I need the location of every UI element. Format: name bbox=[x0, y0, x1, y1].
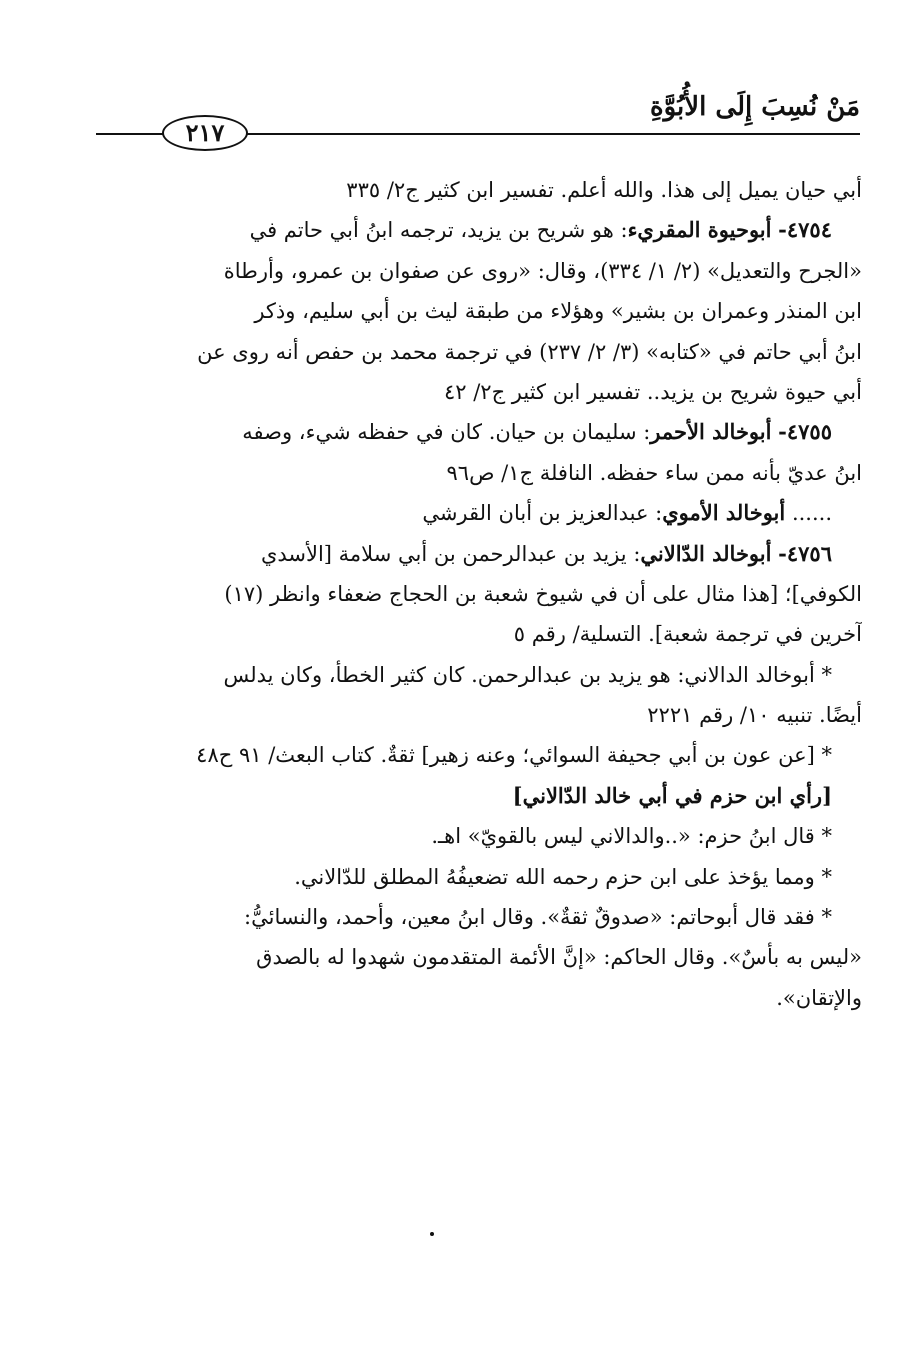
bullet-line: * ومما يؤخذ على ابن حزم رحمه الله تضعيفُهُ المطلق للدّالاني. bbox=[294, 864, 832, 889]
entry-name: أبوخالد الأحمر bbox=[650, 419, 772, 445]
entry-4754-line bbox=[98, 210, 862, 250]
entry-name: أبوخالد الدّالاني bbox=[640, 540, 772, 566]
bullet-line: * أبوخالد الدالاني: هو يزيد بن عبدالرحمن. كان كثير الخطأ، وكان يدلس bbox=[223, 662, 832, 687]
page-body bbox=[98, 170, 862, 1018]
entry-number: ٤٧٥٦- bbox=[778, 540, 832, 566]
stray-mark bbox=[430, 1232, 434, 1236]
text-line: «الجرح والتعديل» (٢/ ١/ ٣٣٤)، وقال: «روى عن صفوان بن عمرو، وأرطاة bbox=[223, 258, 862, 283]
text-line: ابن المنذر وعمران بن بشير» وهؤلاء من طبقة ليث بن أبي سليم، وذكر bbox=[254, 299, 862, 324]
text-line: ابنُ عديّ بأنه ممن ساء حفظه. النافلة ج١/ ص٩٦ bbox=[446, 460, 862, 485]
text-line: ابنُ أبي حاتم في «كتابه» (٣/ ٢/ ٢٣٧) في ترجمة محمد بن حفص أنه روى عن bbox=[197, 339, 862, 364]
entry-number: ٤٧٥٥- bbox=[778, 419, 832, 445]
entry-number: ٤٧٥٤- bbox=[778, 217, 832, 243]
text-line: أبي حيان يميل إلى هذا. والله أعلم. تفسير ابن كثير ج٢/ ٣٣٥ bbox=[346, 178, 862, 202]
entry-4756-line bbox=[98, 534, 862, 574]
page-number: ٢١٧ bbox=[162, 115, 248, 151]
bullet-line: * قال ابنُ حزم: «..والدالاني ليس بالقويّ» اهـ. bbox=[431, 824, 832, 849]
text-line: أبي حيوة شريح بن يزيد.. تفسير ابن كثير ج٢/ ٤٢ bbox=[443, 379, 862, 404]
text-line: والإتقان». bbox=[776, 985, 862, 1010]
section-heading: [رأي ابن حزم في أبي خالد الدّالاني] bbox=[512, 782, 832, 808]
entry-name: أبوحيوة المقريء bbox=[627, 217, 772, 243]
text-line: «ليس به بأسٌ». وقال الحاكم: «إنَّ الأئمة المتقدمون شهدوا له بالصدق bbox=[256, 945, 862, 970]
entry-name: أبوخالد الأموي bbox=[662, 500, 786, 526]
entry-dots: ...... bbox=[791, 501, 832, 526]
entry-text: : هو شريح بن يزيد، ترجمه ابنُ أبي حاتم في bbox=[249, 218, 628, 243]
text-line: أيضًا. تنبيه ١٠/ رقم ٢٢٢١ bbox=[647, 703, 862, 728]
entry-text: : يزيد بن عبدالرحمن بن أبي سلامة [الأسدي bbox=[260, 541, 641, 566]
bullet-line: * [عن عون بن أبي جحيفة السوائي؛ وعنه زهير] ثقةٌ. كتاب البعث/ ٩١ ح٤٨ bbox=[196, 743, 832, 768]
page-header bbox=[96, 92, 860, 152]
text-line: آخرين في ترجمة شعبة]. التسلية/ رقم ٥ bbox=[513, 622, 862, 647]
bullet-line: * فقد قال أبوحاتم: «صدوقٌ ثقةٌ». وقال ابنُ معين، وأحمد، والنسائيُّ: bbox=[244, 905, 832, 930]
running-title: مَنْ نُسِبَ إِلَى الأُبُوَّةِ bbox=[650, 92, 860, 122]
text-line: الكوفي]؛ [هذا مثال على أن في شيوخ شعبة بن الحجاج ضعفاء وانظر (١٧) bbox=[224, 581, 862, 606]
entry-text: : سليمان بن حيان. كان في حفظه شيء، وصفه bbox=[242, 420, 651, 445]
entry-4755-line bbox=[98, 412, 862, 452]
entry-amawi-line bbox=[98, 493, 862, 533]
entry-text: : عبدالعزيز بن أبان القرشي bbox=[422, 501, 663, 526]
